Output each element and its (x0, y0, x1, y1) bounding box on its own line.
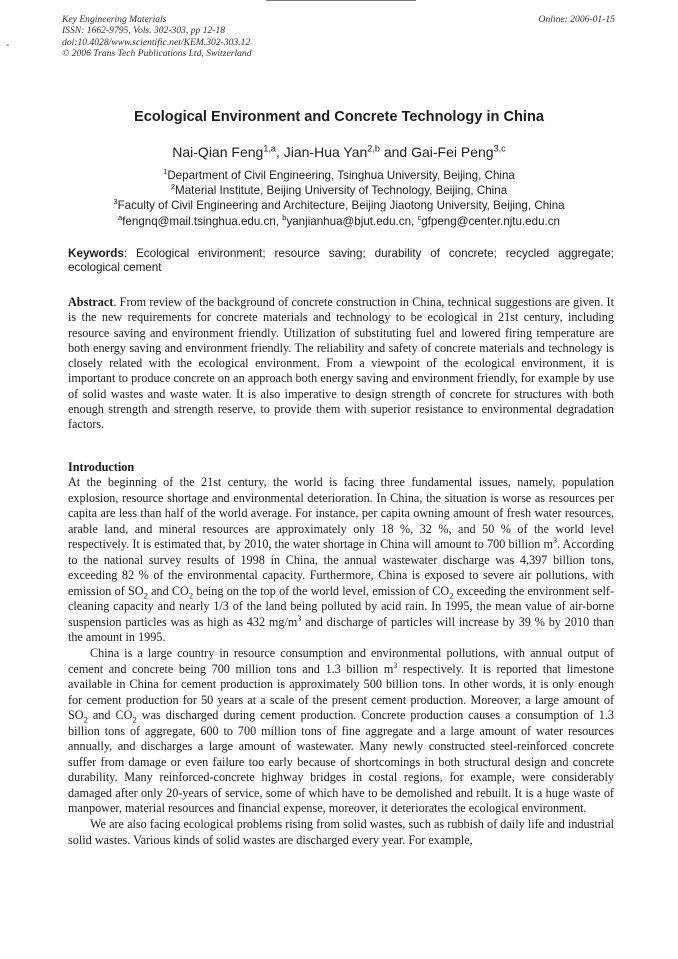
doi-line: doi:10.4028/www.scientific.net/KEM.302-303.12 (62, 36, 251, 48)
text-run: and discharge of particles will increase by 39 % by 2010 than the amount in 1995. (68, 614, 614, 645)
affiliation-text: Material Institute, Beijing University of Technology, Beijing, China (175, 184, 508, 198)
affiliation-sup: 1 (163, 167, 168, 177)
affiliation-line (0, 168, 678, 183)
copyright-line: © 2006 Trans Tech Publications Ltd, Switzerland (62, 47, 252, 59)
author-name: Nai-Qian Feng (172, 144, 264, 160)
text-run: and CO (147, 583, 189, 598)
text-run: exceeding the environment self-cleaning capacity and nearly 1/3 of the land being polluted by acid rain. In 1995, the mean value of air-borne suspension particles was as high as 432 mg/m (68, 583, 614, 629)
author-sup: 3,c (493, 143, 506, 154)
text-run: and CO (87, 708, 133, 723)
online-date: Online: 2006-01-15 (538, 14, 615, 25)
affiliation-text: Faculty of Civil Engineering and Architecture, Beijing Jiaotong University, Beijing, China (117, 199, 565, 213)
affiliations (0, 168, 678, 229)
email-link[interactable]: fengnq@mail.tsinghua.edu.cn (122, 214, 276, 228)
email-sup: c (417, 212, 422, 222)
text-run: . According to the national survey results of 1998 in China, the annual wastewater discharge was 4,397 billion tons, exceeding 82 % of the environmental capacity. Furthermore, China is exposed to severe air pollutions, with emission of SO (68, 537, 614, 598)
author-name: Gai-Fei Peng (411, 144, 494, 160)
journal-name: Key Engineering Materials (62, 14, 167, 25)
email-sup: b (282, 212, 287, 222)
email-link[interactable]: yanjianhua@bjut.edu.cn (286, 214, 412, 228)
affiliation-sup: 3 (113, 197, 118, 207)
subscript: 2 (83, 714, 88, 725)
text-run: respectively. It is reported that limestone available in China for cement production is approximately 500 billion tons. In other words, it is only enough for cement production for 50 years at a scale of the present cement production. Moreover, a large amount of SO (68, 661, 614, 723)
keywords-label: Keywords (68, 247, 124, 260)
affiliation-text: Department of Civil Engineering, Tsinghua University, Beijing, China (167, 169, 515, 182)
author-sep: and (379, 144, 412, 160)
affiliation-sup: 2 (170, 182, 176, 192)
author-sep: , (275, 144, 284, 160)
intro-paragraph-2 (68, 646, 614, 817)
keywords-block (68, 247, 614, 276)
subscript: 2 (132, 714, 137, 725)
superscript: 3 (553, 536, 557, 546)
text-run: was discharged during cement production. Concrete production causes a consumption of 1.3 billion tons of aggregate, 600 to 700 million tons of fine aggregate and a large amount of water resources annually, and discharges a large amount of wastewater. Many newly constructed steel-reinforced concrete suffer from damage or even failure too early because of shortcomings in both structural design and concrete durability. Many reinforced-concrete highway bridges in costal regions, for example, were considerably damaged after only 20-years of service, some of which have to be demolished and rebuilt. It is a huge waste of manpower, material resources and financial expense, moreover, it deteriorates the ecological environment. (68, 708, 615, 816)
author-name: Jian-Hua Yan (283, 144, 368, 160)
paper-title: Ecological Environment and Concrete Technology in China (133, 109, 545, 125)
text-run: At the beginning of the 21st century, the world is facing three fundamental issues, namely, population explosion, resource shortage and environmental deterioration. In China, the situation is worse as resources per capita are less than half of the world average. For instance, per capita owning amount of fresh water resources, arable land, and mineral resources are approximately only 18 %, 32 %, and 50 % of the world level respectively. It is estimated that, by 2010, the water shortage in China will amount to 700 billion m (68, 475, 614, 552)
email-sep: , (275, 214, 283, 228)
superscript: 3 (297, 613, 302, 623)
subscript: 2 (188, 590, 194, 601)
email-link[interactable]: gfpeng@center.njtu.edu.cn (421, 214, 560, 228)
abstract-text: . From review of the background of concrete construction in China, technical suggestions are given. It is the new requirements for concrete materials and technology to be ecological in 21st century, including resource saving and environment friendly. Utilization of substituting fuel and lowered firing temperature are both energy saving and environment friendly. The reliability and safety of concrete materials and technology is closely related with the ecological environment. From a viewpoint of the ecological environment, it is important to produce concrete on an approach both energy saving and environment friendly, for example by use of solid wastes and waste water. It is also imperative to design strength of concrete for structures with both enough strength and strength reserve, to provide them with superior resistance to environmental degradation factors. (68, 295, 614, 432)
introduction-body (68, 475, 614, 848)
abstract-label: Abstract (68, 295, 114, 309)
intro-paragraph-1 (68, 475, 614, 646)
affiliation-line (0, 198, 678, 213)
intro-paragraph-3: We are also facing ecological problems rising from solid wastes, such as rubbish of daily life and industrial solid wastes. Various kinds of solid wastes are discharged every year. For example, (68, 817, 614, 847)
email-sup: a (118, 212, 123, 222)
email-line (0, 214, 678, 229)
affiliation-line (0, 183, 678, 198)
margin-mark: - (6, 40, 10, 51)
author-sup: 2,b (367, 143, 380, 154)
journal-header (62, 14, 252, 59)
abstract-block (68, 295, 614, 433)
superscript: 3 (393, 660, 398, 670)
subscript: 2 (143, 590, 148, 601)
author-sup: 1,a (263, 143, 276, 154)
subscript: 2 (449, 590, 454, 601)
introduction-heading: Introduction (68, 460, 135, 474)
text-run: being on the top of the world level, emission of CO (193, 583, 450, 598)
keywords-text: : Ecological environment; resource saving; durability of concrete; recycled aggregate; ecological cement (68, 247, 614, 275)
author-list (0, 144, 678, 160)
issn-line: ISSN: 1662-9795, Vols. 302-303, pp 12-18 (62, 25, 226, 37)
text-run: China is a large country in resource consumption and environmental pollutions, with annual output of cement and concrete being 700 million tons and 1.3 billion m (68, 646, 614, 676)
top-rule (266, 0, 416, 1)
email-sep: , (411, 214, 418, 228)
